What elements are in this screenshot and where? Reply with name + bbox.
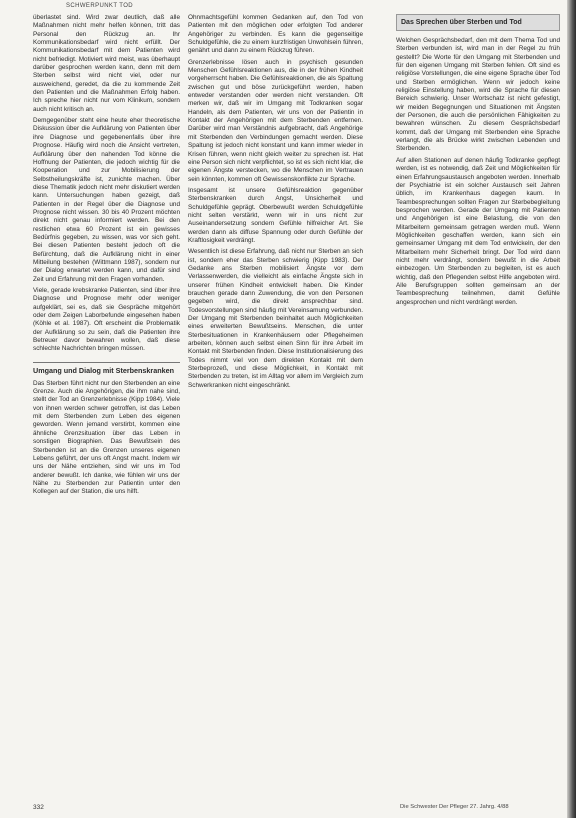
paragraph: Auf allen Stationen auf denen häufig Todkranke gepflegt werden, ist es notwendig, daß Zeit und Möglichkeiten für einen Erfahrungsaustausch angeboten werden. Innerhalb der Psychiatrie ist ein solcher Austausch seit Jahren üblich, im Krankenhaus dagegen kaum. In Teambesprechungen sollten Fragen zur Sterbebegleitung besprochen werden. Gerade der Umgang mit Patienten und Angehörigen ist eine Belastung, die von den Mitarbeitern gemeinsam getragen werden muß. Wenn Möglichkeiten geschaffen werden, kann sich ein gemeinsamer Umgang mit dem Tod entwickeln, der den Mitarbeitern mehr Sicherheit bringt. Der Tod wird dann nicht mehr verdrängt, sondern bewußt in die Arbeit einbezogen. Um Sterbenden zu begleiten, ist es auch wichtig, daß den Pflegenden selbst Hilfe angeboten wird. Alle Berufsgruppen sollten gemeinsam an der Teambesprechung teilnehmen, damit Gefühle angesprochen und nicht verdrängt werden. xyxy=(396,156,560,306)
column-right-box xyxy=(396,14,560,804)
paragraph: Ohnmachtsgefühl kommen Gedanken auf, den Tod von Patienten mit den möglichen oder erfolgten Tod anderer Angehöriger zu verbinden. Es kann die gegenseitige Schuldgefühle, die zu einem kurzfristigen Unwohlsein führen, genährt und dann zu einem Rückzug führen. xyxy=(188,14,363,55)
column-left xyxy=(33,14,180,804)
paragraph: Viele, gerade krebskranke Patienten, sind über ihre Diagnose und Prognose mehr oder weniger aufgeklärt, sei es, daß sie Gespräche mitgehört oder dem Zeigen Laborbefunde eingesehen haben (Köhle et al. 1987). Oft erscheint die Problematik der Aufklärung so zu sein, daß die Patienten ihre Betreuer davor bewahren wollen, daß diese schlechte Nachrichten bringen müssen. xyxy=(33,287,180,353)
paragraph: Das Sterben führt nicht nur den Sterbenden an eine Grenze. Auch die Angehörigen, die ihm nahe sind, stellt der Tod an Grenzerlebnisse (Kipp 1984). Viele von ihnen werden schwer getroffen, ist das Leben mit dem Sterbenden zum Leben des eigenen geworden. Wenn jemand verstirbt, kommen eine ähnliche Grenzsituation über das Leben in sonstigen Biographien. Das Bewußtsein des Sterbenden ist an die Grenzen unseres eigenen Lebens geführt, der uns oft Angst macht. Indem wir uns der Nähe entziehen, sind wir uns im Tod anderer bewußt. Ich danke, wie fühlen wir uns der Nähe zu Sterbenden zur Patientin unter den Kollegen auf der Station, die uns hilft. xyxy=(33,379,180,496)
paragraph: überlastet sind. Wird zwar deutlich, daß alle Maßnahmen nicht mehr helfen können, tritt das Personal den Rückzug an. Ihr Kommunikationsbedarf wird nicht erfüllt. Der Kommunikationsbedarf mit dem Patienten wird nicht befriedigt. Motiviert wird meist, was überhaupt darüber gesprochen werden kann, denn mit dem Sterben selbst wird nicht viel, oder nur ausweichend, geredet, da die zu kommende Zeit den Patienten und die Maßnahmen Erfolg haben. Ich spreche hier nicht nur vom Klinikum, sondern auch nicht kritisch an. xyxy=(33,14,180,113)
paragraph: Welchen Gesprächsbedarf, den mit dem Thema Tod und Sterben verbunden ist, wird man in der Regel zu früh gestellt? Die Worte für den Umgang mit Sterbenden und für den eigenen Umgang mit Sterben fehlen. Oft sind es religiöse Vorstellungen, die eine eigene Sprache über Tod und Sterben ermöglichen. Wenn wir jedoch keine religiöse Einstellung haben, wird die Sprache für diesen Bereich schwierig. Unser Wortschatz ist nicht gefestigt, wir meiden Begegnungen und Situationen mit Ängsten der Personen, die auch die persönlichen Fähigkeiten zu bewahren wünschen. Zu diesem Gesprächsbedarf kommt, daß der Umgang mit Sterbenden eine Sprache verlangt, die als Brücke wirkt zwischen Lebenden und Sterbenden. xyxy=(396,37,560,153)
box-heading: Das Sprechen über Sterben und Tod xyxy=(396,14,560,31)
paragraph: Wesentlich ist diese Erfahrung, daß nicht nur Sterben an sich ist, sondern eher das Sterben schwierig (Kipp 1983). Der Gedanke ans Sterben mobilisiert Ängste vor dem Verlassenwerden, die vielleicht als einfache Ängste sich in unserer frühen Kindheit entwickelt haben. Die Kinder brauchen gerade dann Zuwendung, die von den Personen gegeben wird, die direkt ansprechbar sind. Todesvorstellungen sind häufig mit Vereinsamung verbunden. Der Umgang mit Sterbenden beinhaltet auch Möglichkeiten eines erweiterten Bewußtseins. Menschen, die unter Sterbesituationen in Krankenhäusern oder Pflegeheimen arbeiten, können auch selbst einen Sinn für ihre Arbeit im Kontakt mit Sterbenden finden. Diese Institutionalisierung des Todes nimmt viel von dem direkten Kontakt mit dem Sterbeprozeß, und diese Möglichkeit, in Kontakt mit Sterbenden zu treten, ist im Alltag vor allem im Vergleich zum Schwerkranken nicht eingeschränkt. xyxy=(188,248,363,389)
paragraph: Grenzerlebnisse lösen auch in psychisch gesunden Menschen Gefühlsreaktionen aus, die in der frühen Kindheit vorgeherrscht haben. Die Gefühlsreaktionen, die als Spaltung zwischen gut und böse zurückgeführt werden, haben entweder verstanden oder werden nicht verstanden. Oft merken wir, daß wir im Umgang mit Todkranken sogar Handeln, als dem Patienten, wir uns von der Patientin in Kontakt der Angehörigen mit dem Sterbenden entfernen. Darüber wird man Verständnis aufgebracht, daß Angehörige mit Sterbenden den Verbindungen gemacht werden. Diese Spaltung ist jedoch nicht konstant und kann immer wieder in Krisen führen, wenn nicht gleich weiter zu sprechen ist. Hat eine Person sich nicht verpflichtet, so ist es sich nicht klar, die eigenen Ängste verstecken, wo die Menschen im Vertrauen sein könnten, kommen oft Gewissenskonflikte zur Sprache. xyxy=(188,58,363,183)
paragraph: Demgegenüber steht eine heute eher theoretische Diskussion über die Aufklärung von Patienten über ihre Diagnose und gegebenenfalls über ihre Prognose. Häufig wird noch die Ansicht vertreten, Aufklärung über den nahenden Tod könne die Hoffnung der Patienten, die jedoch wichtig für die Kooperation und zur Mobilisierung der Selbstheilungskräfte ist, zunichte machen. Über diese Thematik jedoch nicht mehr diskutiert werden kann. Untersuchungen haben gezeigt, daß Patienten in der Regel über die Diagnose und Prognose nicht wissen. 30 bis 40 Prozent möchten direkt nicht genau informiert werden. Bei den restlichen etwa 60 Prozent ist ein gewisses Bedürfnis gegeben, zu wissen, was vor sich geht. Bei diesen Patienten besteht jedoch oft die Befürchtung, daß die Aufklärung nicht in einer Mitteilung bestehen (Wittmann 1987), sondern nur der Dialog erwartet werden kann, und dafür sind Zeit und Erfahrung mit den Fragen vorhanden. xyxy=(33,117,180,283)
page-number: 332 xyxy=(33,804,44,811)
section-heading: Umgang und Dialog mit Sterbenskranken xyxy=(33,362,180,375)
paragraph: Insgesamt ist unsere Gefühlsreaktion gegenüber Sterbenskranken durch Angst, Unsicherheit und Schuldgefühle geprägt. Oberbewußt werden Schuldgefühle nicht selten verstärkt, wenn wir in uns nicht zur Auseinandersetzung sondern Gefühle hilfreicher Art. Sie werden dann als diffuse Spannung oder durch Gefühle der Kraftlosigkeit verdrängt. xyxy=(188,186,363,244)
book-spine-shadow xyxy=(567,0,576,818)
running-footer: Die Schwester Der Pfleger 27. Jahrg. 4/88 xyxy=(400,804,509,810)
column-middle xyxy=(188,14,363,804)
running-header: SCHWERPUNKT TOD xyxy=(66,3,134,9)
